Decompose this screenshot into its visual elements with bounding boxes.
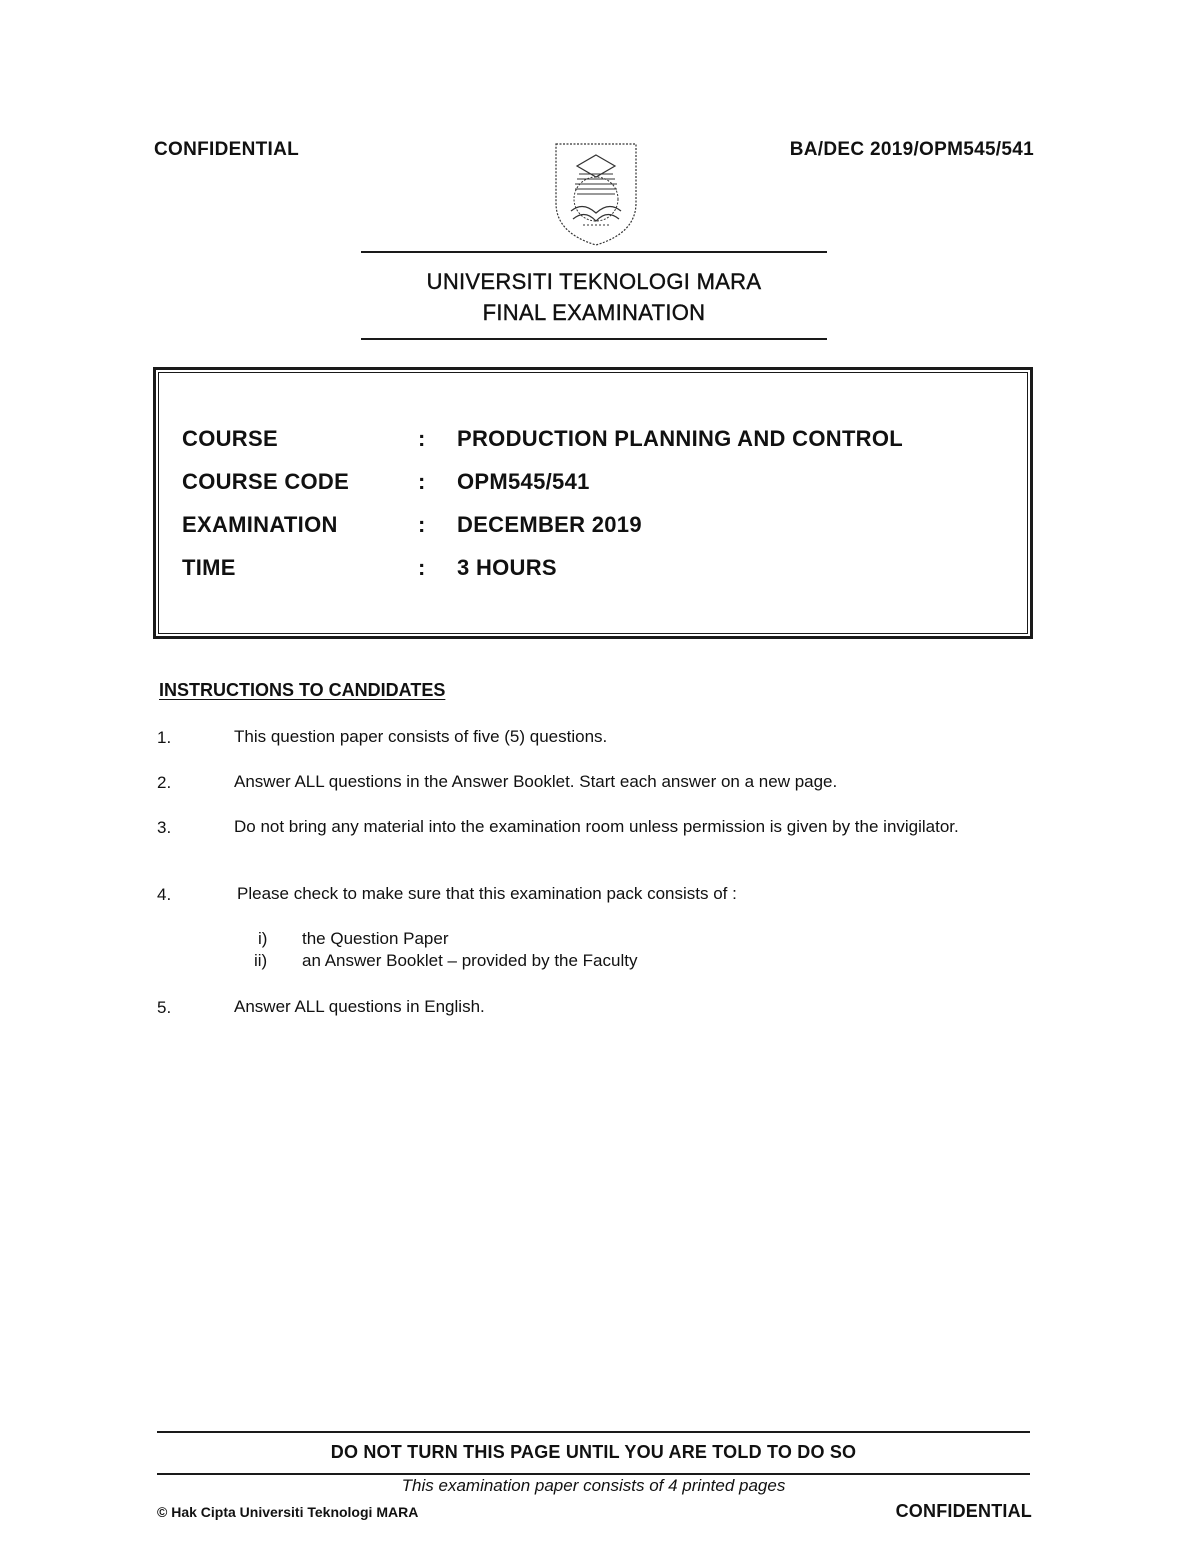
footer-middle-rule	[157, 1473, 1030, 1475]
sub-instruction-text: the Question Paper	[302, 929, 449, 948]
time-label: TIME	[182, 555, 236, 580]
examination-value: DECEMBER 2019	[457, 512, 642, 537]
paper-code: BA/DEC 2019/OPM545/541	[789, 139, 1034, 160]
instructions-heading: INSTRUCTIONS TO CANDIDATES	[159, 680, 446, 700]
instruction-number: 1.	[157, 728, 172, 747]
confidential-footer-label: CONFIDENTIAL	[895, 1501, 1032, 1521]
instruction-text: Answer ALL questions in English.	[234, 997, 485, 1016]
instruction-text: This question paper consists of five (5) questions.	[234, 727, 608, 746]
course-code-label: COURSE CODE	[182, 469, 350, 494]
course-value: PRODUCTION PLANNING AND CONTROL	[457, 426, 904, 451]
examination-colon: :	[418, 512, 426, 537]
course-colon: :	[418, 426, 426, 451]
do-not-turn-warning: DO NOT TURN THIS PAGE UNTIL YOU ARE TOLD TO DO SO	[330, 1442, 857, 1462]
title-bottom-rule	[361, 338, 827, 340]
instruction-number: 2.	[157, 773, 172, 792]
course-label: COURSE	[182, 426, 278, 451]
instruction-text: Do not bring any material into the examination room unless permission is given by the invigilator.	[234, 817, 959, 836]
course-code-value: OPM545/541	[457, 469, 590, 494]
sub-instruction-text: an Answer Booklet – provided by the Faculty	[302, 951, 638, 970]
exam-type: FINAL EXAMINATION	[482, 300, 706, 325]
course-info-box-inner	[158, 372, 1028, 634]
printed-pages-note: This examination paper consists of 4 printed pages	[401, 1476, 786, 1495]
course-code-colon: :	[418, 469, 426, 494]
instruction-number: 3.	[157, 818, 172, 837]
footer-top-rule	[157, 1431, 1030, 1433]
time-value: 3 HOURS	[457, 555, 557, 580]
examination-label: EXAMINATION	[182, 512, 338, 537]
title-top-rule	[361, 251, 827, 253]
university-name: UNIVERSITI TEKNOLOGI MARA	[426, 269, 762, 294]
instruction-text: Answer ALL questions in the Answer Booklet. Start each answer on a new page.	[234, 772, 838, 791]
instruction-number: 5.	[157, 998, 172, 1017]
copyright-notice: © Hak Cipta Universiti Teknologi MARA	[157, 1504, 419, 1520]
sub-instruction-number: i)	[258, 929, 268, 948]
sub-instruction-number: ii)	[254, 951, 268, 970]
time-colon: :	[418, 555, 426, 580]
instruction-text: Please check to make sure that this examination pack consists of :	[237, 884, 737, 903]
uitm-crest-icon	[553, 141, 639, 247]
confidential-label: CONFIDENTIAL	[154, 139, 300, 160]
instruction-number: 4.	[157, 885, 172, 904]
